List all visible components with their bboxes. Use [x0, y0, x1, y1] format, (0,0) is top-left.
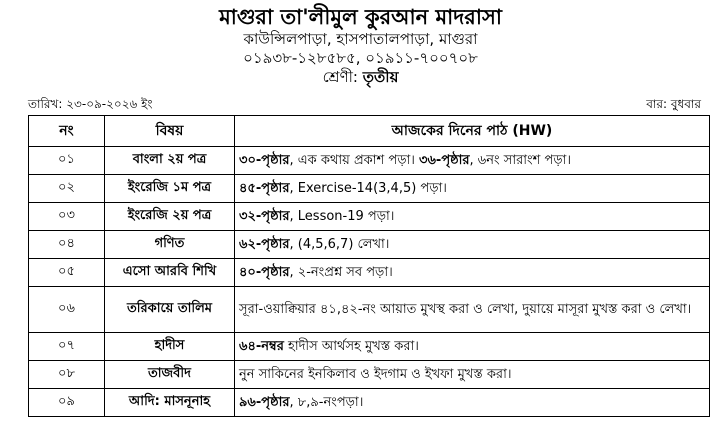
row-lesson [235, 389, 710, 417]
row-subject: বাংলা ২য় পত্র [105, 147, 235, 175]
row-subject: ইংরেজি ২য় পত্র [105, 203, 235, 231]
homework-table [28, 115, 710, 417]
row-number: ০৭ [29, 333, 105, 361]
lesson-text: , ৮,৯-নংপড়া। [289, 394, 364, 410]
header-subject: বিষয় [105, 116, 235, 147]
row-subject: আদি: মাসনূনাহ [105, 389, 235, 417]
school-name: মাগুরা তা'লীমুল কুরআন মাদরাসা [219, 5, 502, 29]
row-number: ০৪ [29, 231, 105, 259]
table-row [29, 175, 710, 203]
row-subject: গণিত [105, 231, 235, 259]
header-lesson: আজকের দিনের পাঠ (HW) [235, 116, 710, 147]
table-row [29, 231, 710, 259]
row-lesson [235, 147, 710, 175]
row-number: ০১ [29, 147, 105, 175]
row-lesson [235, 175, 710, 203]
lesson-text: , ২-নংপ্রশ্ন সব পড়া। [289, 264, 393, 280]
lesson-page: ৩২-পৃষ্ঠার [239, 208, 290, 224]
table-row [29, 147, 710, 175]
lesson-page: ৩০-পৃষ্ঠার [239, 152, 290, 168]
row-number: ০২ [29, 175, 105, 203]
document-header [0, 4, 721, 87]
row-lesson [235, 287, 710, 333]
row-lesson [235, 259, 710, 287]
phone-numbers: ০১৯৩৮-১২৮৫৮৫, ০১৯১১-৭০০৭০৮ [243, 49, 478, 67]
lesson-page: ৯৬-পৃষ্ঠার [239, 394, 290, 410]
lesson-page: ৬৪-নম্বর [239, 338, 284, 354]
row-lesson [235, 333, 710, 361]
day-label: বার: বুধবার [646, 97, 701, 111]
row-subject: তাজবীদ [105, 361, 235, 389]
lesson-page: ৪৫-পৃষ্ঠার [239, 180, 290, 196]
class-label: শ্রেণী: [322, 68, 358, 86]
row-lesson [235, 361, 710, 389]
table-row [29, 203, 710, 231]
table-row [29, 259, 710, 287]
lesson-page: ৪০-পৃষ্ঠার [239, 264, 290, 280]
row-number: ০৮ [29, 361, 105, 389]
lesson-text: , এক কথায় প্রকাশ পড়া। [289, 152, 420, 168]
lesson-text: , (4,5,6,7) লেখা। [289, 236, 390, 252]
lesson-page-2: ৩৬-পৃষ্ঠার [419, 152, 470, 168]
header-number: নং [29, 116, 105, 147]
table-row [29, 287, 710, 333]
school-address: কাউন্সিলপাড়া, হাসপাতালপাড়া, মাগুরা [243, 30, 478, 48]
lesson-text: নুন সাকিনের ইনকিলাব ও ইদগাম ও ইখফা মুখস্ত করা। [239, 366, 512, 382]
lesson-text: , Exercise-14(3,4,5) পড়া। [289, 180, 447, 196]
table-header-row [29, 116, 710, 147]
row-subject: হাদীস [105, 333, 235, 361]
lesson-text-2: , ৬নং সারাংশ পড়া। [469, 152, 571, 168]
row-number: ০৩ [29, 203, 105, 231]
lesson-page: ৬২-পৃষ্ঠার [239, 236, 290, 252]
lesson-text: সূরা-ওয়াক্বিয়ার ৪১,৪২-নং আয়াত মুখস্থ করা ও লেখা, দুয়ায়ে মাসূরা মুখস্ত করা ও লেখা। [239, 301, 692, 317]
row-number: ০৯ [29, 389, 105, 417]
table-row [29, 333, 710, 361]
row-lesson [235, 203, 710, 231]
row-number: ০৬ [29, 287, 105, 333]
row-subject: এসো আরবি শিখি [105, 259, 235, 287]
row-number: ০৫ [29, 259, 105, 287]
row-lesson [235, 231, 710, 259]
table-row [29, 389, 710, 417]
class-value: তৃতীয় [362, 68, 399, 86]
row-subject: তরিকায়ে তালিম [105, 287, 235, 333]
class-line [0, 68, 721, 87]
table-row [29, 361, 710, 389]
lesson-text: হাদীস আর্থসহ মুখস্ত করা। [283, 338, 419, 354]
lesson-text: , Lesson-19 পড়া। [289, 208, 395, 224]
row-subject: ইংরেজি ১ম পত্র [105, 175, 235, 203]
date-label: তারিখ: ২৩-০৯-২০২৬ ইং [28, 97, 153, 111]
